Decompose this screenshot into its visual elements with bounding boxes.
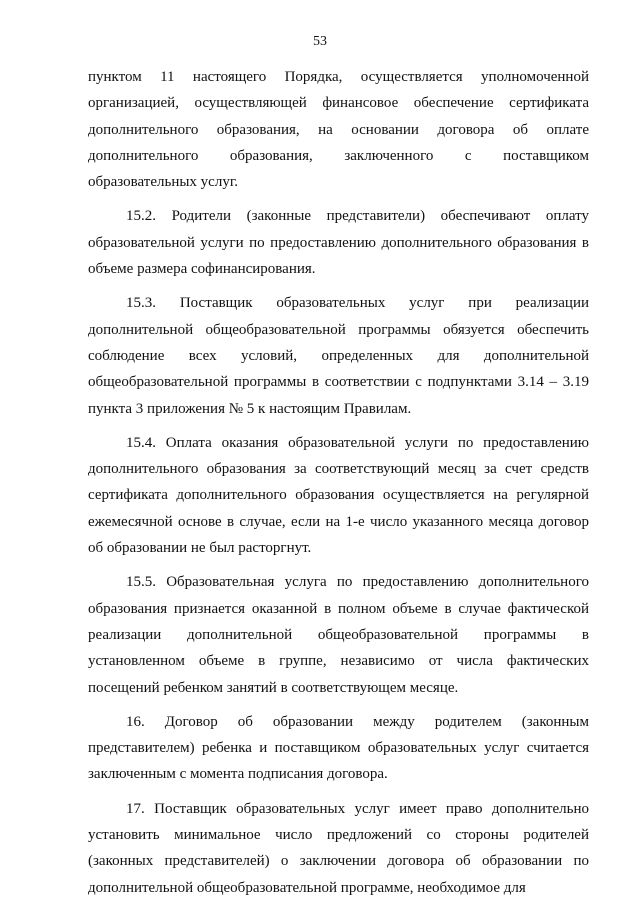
paragraph-continuation: пунктом 11 настоящего Порядка, осуществляется уполномоченной организацией, осуществляющей финансовое обеспечение сертификата дополнительного образования, на основании договора об оплате дополнительного образования, заключенного с поставщиком образовательных услуг.	[88, 69, 589, 191]
paragraph-15-3: 15.3. Поставщик образовательных услуг при реализации дополнительной общеобразовательной программы обязуется обеспечить соблюдение всех условий, определенных для дополнительной общеобразовательной программы в соответствии с подпунктами 3.14 – 3.19 пункта 3 приложения № 5 к настоящим Правилам.	[88, 295, 589, 417]
paragraph-15-2: 15.2. Родители (законные представители) обеспечивают оплату образовательной услуги по предоставлению дополнительного образования в объеме размера софинансирования.	[88, 208, 589, 278]
paragraph-16: 16. Договор об образовании между родителем (законным представителем) ребенка и поставщиком образовательных услуг считается заключенным с момента подписания договора.	[88, 713, 589, 783]
body-text	[88, 64, 589, 909]
page-number: 53	[313, 34, 327, 49]
paragraph-17: 17. Поставщик образовательных услуг имеет право дополнительно установить минимальное число предложений со стороны родителей (законных представителей) о заключении договора об образовании по дополнительной общеобразовательной программе, необходимое для	[88, 800, 589, 896]
paragraph-15-4: 15.4. Оплата оказания образовательной услуги по предоставлению дополнительного образования за соответствующий месяц за счет средств сертификата дополнительного образования осуществляется на регулярной ежемесячной основе в случае, если на 1-е число указанного месяца договор об образовании не был расторгнут.	[88, 434, 589, 557]
paragraph-15-5: 15.5. Образовательная услуга по предоставлению дополнительного образования признается оказанной в полном объеме в случае фактической реализации дополнительной общеобразовательной программы в установленном объеме в группе, независимо от числа фактических посещений ребенком занятий в соответствующем месяце.	[88, 574, 589, 696]
